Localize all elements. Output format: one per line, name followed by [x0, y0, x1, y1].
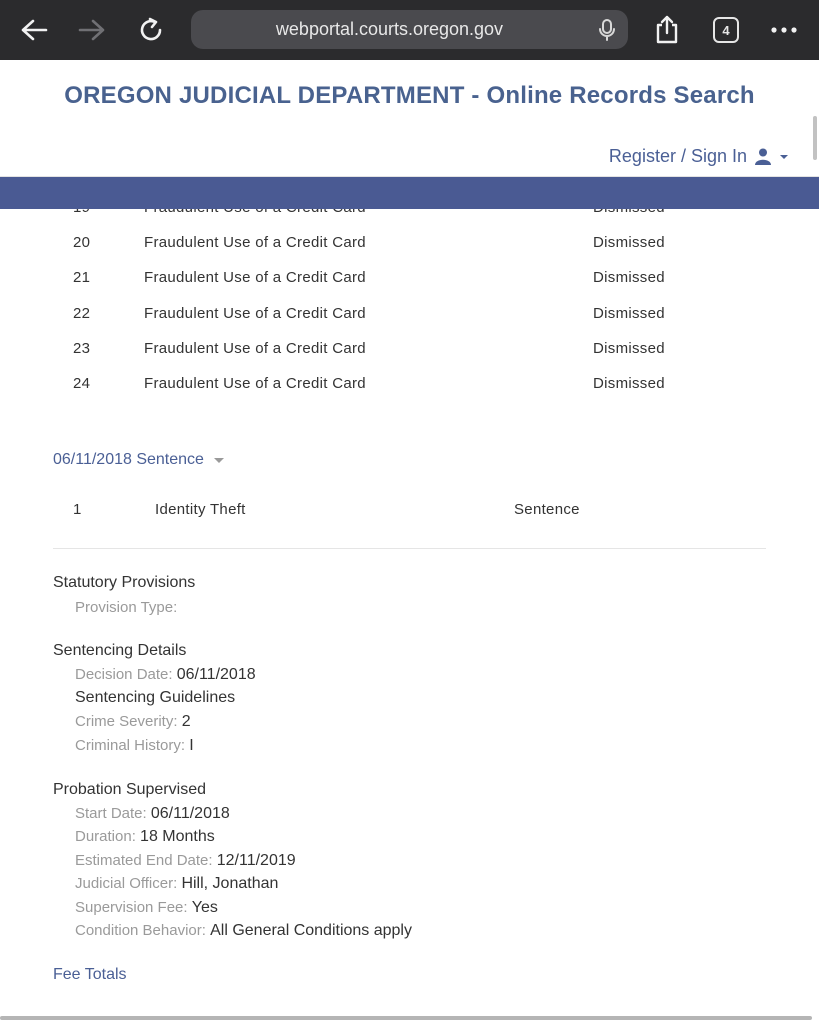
- charge-description: Fraudulent Use of a Credit Card: [144, 269, 366, 286]
- criminal-history-label: Criminal History:: [75, 737, 186, 754]
- crime-severity-field: [75, 713, 191, 731]
- condition-behavior-label: Condition Behavior:: [75, 922, 206, 939]
- charge-row: [0, 234, 819, 264]
- charge-row: [0, 269, 819, 299]
- browser-toolbar: [0, 0, 819, 60]
- charge-number: 24: [73, 375, 91, 392]
- duration-field: [75, 828, 215, 846]
- charge-status: Dismissed: [593, 234, 665, 251]
- nav-band: [0, 177, 819, 209]
- charge-status: Dismissed: [593, 340, 665, 357]
- charge-number: 20: [73, 234, 91, 251]
- chevron-down-icon: [779, 154, 789, 160]
- section-divider: [53, 548, 766, 549]
- statutory-provisions-heading: Statutory Provisions: [53, 574, 196, 591]
- supervision-fee-field: [75, 899, 218, 917]
- end-date-value: 12/11/2019: [216, 852, 296, 869]
- charge-row: [0, 305, 819, 335]
- start-date-value: 06/11/2018: [150, 805, 230, 822]
- condition-behavior-value: All General Conditions apply: [210, 922, 412, 939]
- decision-date-field: [75, 666, 256, 684]
- microphone-icon[interactable]: [598, 18, 616, 47]
- duration-label: Duration:: [75, 828, 136, 845]
- provision-type-label: Provision Type:: [75, 599, 178, 616]
- charge-description: Fraudulent Use of a Credit Card: [144, 305, 366, 322]
- charge-number: 22: [73, 305, 91, 322]
- reload-button[interactable]: [133, 12, 169, 48]
- more-options-button[interactable]: [766, 12, 802, 48]
- crime-severity-value: 2: [181, 713, 191, 730]
- sentence-charge-number: 1: [73, 501, 82, 518]
- back-button[interactable]: [16, 12, 52, 48]
- charge-number: 21: [73, 269, 91, 286]
- charge-status: Dismissed: [593, 269, 665, 286]
- reload-icon: [137, 16, 165, 44]
- start-date-label: Start Date:: [75, 805, 147, 822]
- decision-date-value: 06/11/2018: [176, 666, 256, 683]
- charge-status: Dismissed: [593, 375, 665, 392]
- charge-row: [0, 375, 819, 405]
- address-bar[interactable]: [191, 10, 628, 49]
- judicial-officer-field: [75, 875, 278, 893]
- condition-behavior-field: [75, 922, 412, 940]
- sentencing-guidelines-heading: Sentencing Guidelines: [75, 689, 236, 706]
- decision-date-label: Decision Date:: [75, 666, 173, 683]
- judicial-officer-label: Judicial Officer:: [75, 875, 178, 892]
- register-signin-menu[interactable]: [609, 146, 789, 167]
- signin-label: Register / Sign In: [608, 146, 747, 166]
- sentence-toggle-link[interactable]: [53, 451, 224, 469]
- duration-value: 18 Months: [140, 828, 215, 845]
- fee-totals-link[interactable]: Fee Totals: [53, 966, 127, 983]
- charge-description: Fraudulent Use of a Credit Card: [144, 234, 366, 251]
- charge-row: [0, 340, 819, 370]
- provision-type-field: [75, 599, 177, 617]
- end-date-field: [75, 852, 296, 870]
- supervision-fee-value: Yes: [191, 899, 218, 916]
- end-date-label: Estimated End Date:: [75, 852, 213, 869]
- probation-heading: Probation Supervised: [53, 781, 206, 798]
- scrollbar-thumb[interactable]: [813, 116, 817, 160]
- sentencing-details-heading: Sentencing Details: [53, 642, 187, 659]
- criminal-history-field: [75, 737, 194, 755]
- caret-down-icon: [214, 458, 224, 463]
- start-date-field: [75, 805, 230, 823]
- charge-status: Dismissed: [593, 305, 665, 322]
- sentence-charge-description: Identity Theft: [155, 501, 246, 518]
- case-content: [0, 209, 819, 1024]
- crime-severity-label: Crime Severity:: [75, 713, 178, 730]
- user-icon: [755, 148, 771, 165]
- site-header: [0, 60, 819, 177]
- sentence-charge-status: Sentence: [514, 501, 580, 518]
- forward-button[interactable]: [74, 12, 110, 48]
- more-dots-icon: [770, 26, 798, 34]
- criminal-history-value: I: [189, 737, 194, 754]
- charge-number: 23: [73, 340, 91, 357]
- sentence-link-label: 06/11/2018 Sentence: [53, 451, 204, 468]
- url-text: webportal.courts.oregon.gov: [275, 19, 504, 39]
- site-title[interactable]: OREGON JUDICIAL DEPARTMENT - Online Records Search: [64, 82, 755, 109]
- judicial-officer-value: Hill, Jonathan: [181, 875, 279, 892]
- supervision-fee-label: Supervision Fee:: [75, 899, 188, 916]
- forward-arrow-icon: [78, 18, 106, 42]
- tabs-button[interactable]: 4: [713, 17, 739, 43]
- share-button[interactable]: [649, 12, 685, 48]
- back-arrow-icon: [20, 18, 48, 42]
- share-icon: [654, 15, 680, 45]
- charge-description: Fraudulent Use of a Credit Card: [144, 340, 366, 357]
- charge-description: Fraudulent Use of a Credit Card: [144, 375, 366, 392]
- home-indicator-bar: [0, 1016, 812, 1020]
